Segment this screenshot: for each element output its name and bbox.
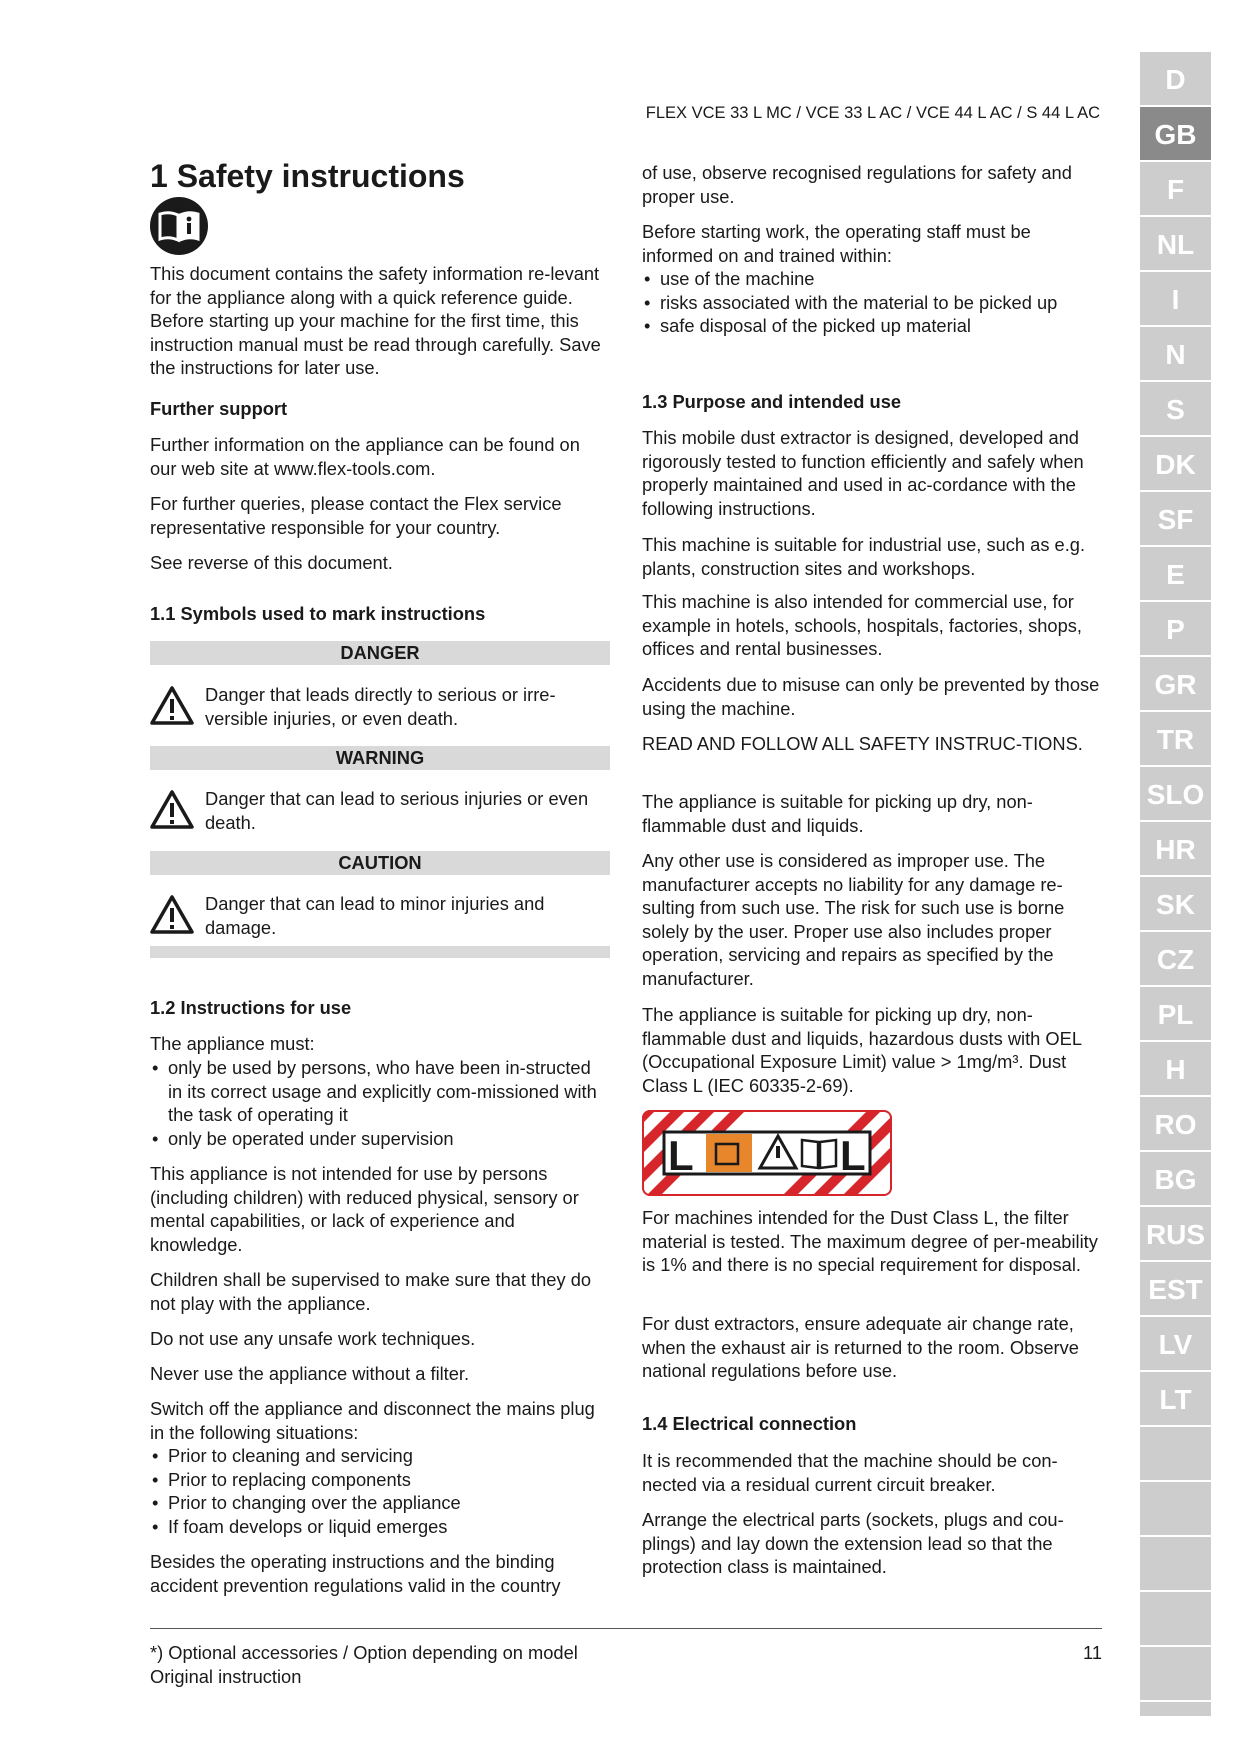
language-tab-h[interactable]: H (1140, 1042, 1211, 1097)
language-tab-dk[interactable]: DK (1140, 437, 1211, 492)
language-tab-empty (1140, 1482, 1211, 1537)
switch-off-intro: Switch off the appliance and disconnect the mains plug in the following situations: (150, 1398, 595, 1443)
filter-paragraph: Never use the appliance without a filter. (150, 1363, 470, 1384)
danger-signal-bar: DANGER (150, 641, 610, 665)
page-number: 11 (1083, 1642, 1102, 1663)
language-tab-cz[interactable]: CZ (1140, 932, 1211, 987)
danger-text: Danger that leads directly to serious or irre-versible injuries, or even death. (205, 684, 556, 729)
header-model-line: FLEX VCE 33 L MC / VCE 33 L AC / VCE 44 L AC / S 44 L AC (645, 104, 1100, 122)
language-tab-empty (1140, 1427, 1211, 1482)
staff-intro: Before starting work, the operating staff must be informed on and trained within: (642, 221, 1031, 266)
electrical-paragraph-1: It is recommended that the machine should be con-nected via a residual current circuit breaker. (642, 1450, 1058, 1495)
signal-box-end-bar (150, 946, 610, 958)
further-support-paragraph-3: See reverse of this document. (150, 552, 393, 573)
language-tab-tr[interactable]: TR (1140, 712, 1211, 767)
further-support-paragraph-2: For further queries, please contact the Flex service representative responsible for your country. (150, 493, 562, 538)
intro-paragraph: This document contains the safety information re-levant for the appliance along with a quick reference guide. Before starting up your machine for the first time, this instruction manual must be read through carefully. Save the instructions for later use. (150, 263, 601, 379)
caution-text: Danger that can lead to minor injuries and damage. (205, 893, 545, 938)
children-paragraph: Children shall be supervised to make sure that they do not play with the appliance. (150, 1269, 592, 1314)
language-tab-empty (1140, 1592, 1211, 1647)
read-manual-icon (150, 197, 208, 255)
switch-off-list (150, 1444, 610, 1538)
caution-signal-bar: CAUTION (150, 851, 610, 875)
list-item: • only be operated under supervision (150, 1127, 600, 1151)
footer-rule (150, 1628, 1102, 1629)
dust-class-letter: L (840, 1132, 866, 1179)
list-item: • If foam develops or liquid emerges (150, 1515, 610, 1539)
language-tab-sk[interactable]: SK (1140, 877, 1211, 932)
language-tab-est[interactable]: EST (1140, 1262, 1211, 1317)
warning-triangle-icon (150, 789, 194, 829)
purpose-paragraph-8: The appliance is suitable for picking up dry, non-flammable dust and liquids, hazardous dusts with OEL (Occupational Exposure Limit) value > 1mg/m³. Dust Class L (IEC 60335-2-69). (642, 1004, 1082, 1096)
purpose-paragraph-7: Any other use is considered as improper use. The manufacturer accepts no liability for any damage re-sulting from such use. The risk for such use is borne solely by the user. Proper use also includes proper operation, servicing and repairs as specified by the manufacturer. (642, 850, 1065, 989)
footer-notes (150, 1641, 578, 1688)
purpose-paragraph-10: For dust extractors, ensure adequate air change rate, when the exhaust air is returned to the room. Observe national regulations before use. (642, 1313, 1079, 1382)
section-1-4-heading: 1.4 Electrical connection (642, 1413, 857, 1434)
list-item: • safe disposal of the picked up material (642, 314, 1082, 338)
warning-triangle-icon (150, 894, 194, 934)
warning-signal-bar: WARNING (150, 746, 610, 770)
language-tab-rus[interactable]: RUS (1140, 1207, 1211, 1262)
language-tab-bg[interactable]: BG (1140, 1152, 1211, 1207)
continued-paragraph: of use, observe recognised regulations for safety and proper use. (642, 162, 1072, 207)
language-tab-p[interactable]: P (1140, 602, 1211, 657)
language-tab-nl[interactable]: NL (1140, 217, 1211, 272)
must-intro: The appliance must: (150, 1033, 315, 1054)
language-tab-e[interactable]: E (1140, 547, 1211, 602)
section-1-2-heading: 1.2 Instructions for use (150, 997, 352, 1018)
language-tab-f[interactable]: F (1140, 162, 1211, 217)
language-tab-s[interactable]: S (1140, 382, 1211, 437)
warning-triangle-icon (150, 685, 194, 725)
purpose-paragraph-2: This machine is suitable for industrial use, such as e.g. plants, construction sites and workshops. (642, 534, 1086, 579)
purpose-paragraph-5: READ AND FOLLOW ALL SAFETY INSTRUC-TIONS. (642, 733, 1083, 754)
warning-text: Danger that can lead to serious injuries or even death. (205, 788, 589, 833)
dust-class-l-label (642, 1110, 892, 1196)
list-item: • only be used by persons, who have been in-structed in its correct usage and explicitly com-missioned with the task of operating it (150, 1056, 600, 1127)
language-tab-lt[interactable]: LT (1140, 1372, 1211, 1427)
footer-line-1: *) Optional accessories / Option depending on model (150, 1642, 578, 1663)
list-item: • Prior to changing over the appliance (150, 1491, 610, 1515)
must-list (150, 1056, 600, 1150)
language-tab-empty (1140, 1647, 1211, 1702)
language-tab-d[interactable]: D (1140, 52, 1211, 107)
language-tab-n[interactable]: N (1140, 327, 1211, 382)
besides-paragraph: Besides the operating instructions and the binding accident prevention regulations valid in the country (150, 1551, 561, 1596)
language-tab-gb[interactable]: GB (1140, 107, 1211, 162)
language-tab-gr[interactable]: GR (1140, 657, 1211, 712)
footer-line-2: Original instruction (150, 1665, 302, 1687)
purpose-paragraph-4: Accidents due to misuse can only be prevented by those using the machine. (642, 674, 1100, 719)
purpose-paragraph-9: For machines intended for the Dust Class L, the filter material is tested. The maximum degree of per-meability is 1% and there is no special requirement for disposal. (642, 1207, 1098, 1276)
purpose-paragraph-6: The appliance is suitable for picking up dry, non-flammable dust and liquids. (642, 791, 1033, 836)
language-tab-lv[interactable]: LV (1140, 1317, 1211, 1372)
section-1-3-heading: 1.3 Purpose and intended use (642, 391, 902, 412)
language-tab-ro[interactable]: RO (1140, 1097, 1211, 1152)
unsafe-techniques-paragraph: Do not use any unsafe work techniques. (150, 1328, 476, 1349)
language-tab-hr[interactable]: HR (1140, 822, 1211, 877)
further-support-paragraph-1: Further information on the appliance can be found on our web site at www.flex-tools.com. (150, 434, 580, 479)
not-intended-paragraph: This appliance is not intended for use by persons (including children) with reduced physical, sensory or mental capabilities, or lack of experience and knowledge. (150, 1163, 579, 1255)
language-tabs (1140, 52, 1211, 1716)
list-item: • Prior to replacing components (150, 1468, 610, 1492)
language-tab-i[interactable]: I (1140, 272, 1211, 327)
language-tab-pl[interactable]: PL (1140, 987, 1211, 1042)
further-support-heading: Further support (150, 398, 288, 419)
language-tab-empty (1140, 1537, 1211, 1592)
language-tab-sf[interactable]: SF (1140, 492, 1211, 547)
purpose-paragraph-1: This mobile dust extractor is designed, developed and rigorously tested to function efficiently and safely when properly maintained and used in ac-cordance with the following instructions. (642, 427, 1084, 519)
staff-list (642, 267, 1082, 338)
electrical-paragraph-2: Arrange the electrical parts (sockets, plugs and cou-plings) and lay down the extension lead so that the protection class is maintained. (642, 1509, 1064, 1578)
purpose-paragraph-3: This machine is also intended for commercial use, for example in hotels, schools, hospitals, factories, shops, offices and rental businesses. (642, 591, 1082, 660)
list-item: • risks associated with the material to be picked up (642, 291, 1082, 315)
list-item: • use of the machine (642, 267, 1082, 291)
section-1-1-heading: 1.1 Symbols used to mark instructions (150, 603, 486, 624)
language-tab-slo[interactable]: SLO (1140, 767, 1211, 822)
page-title: 1 Safety instructions (150, 158, 465, 194)
list-item: • Prior to cleaning and servicing (150, 1444, 610, 1468)
dust-class-letter: L (668, 1132, 694, 1179)
